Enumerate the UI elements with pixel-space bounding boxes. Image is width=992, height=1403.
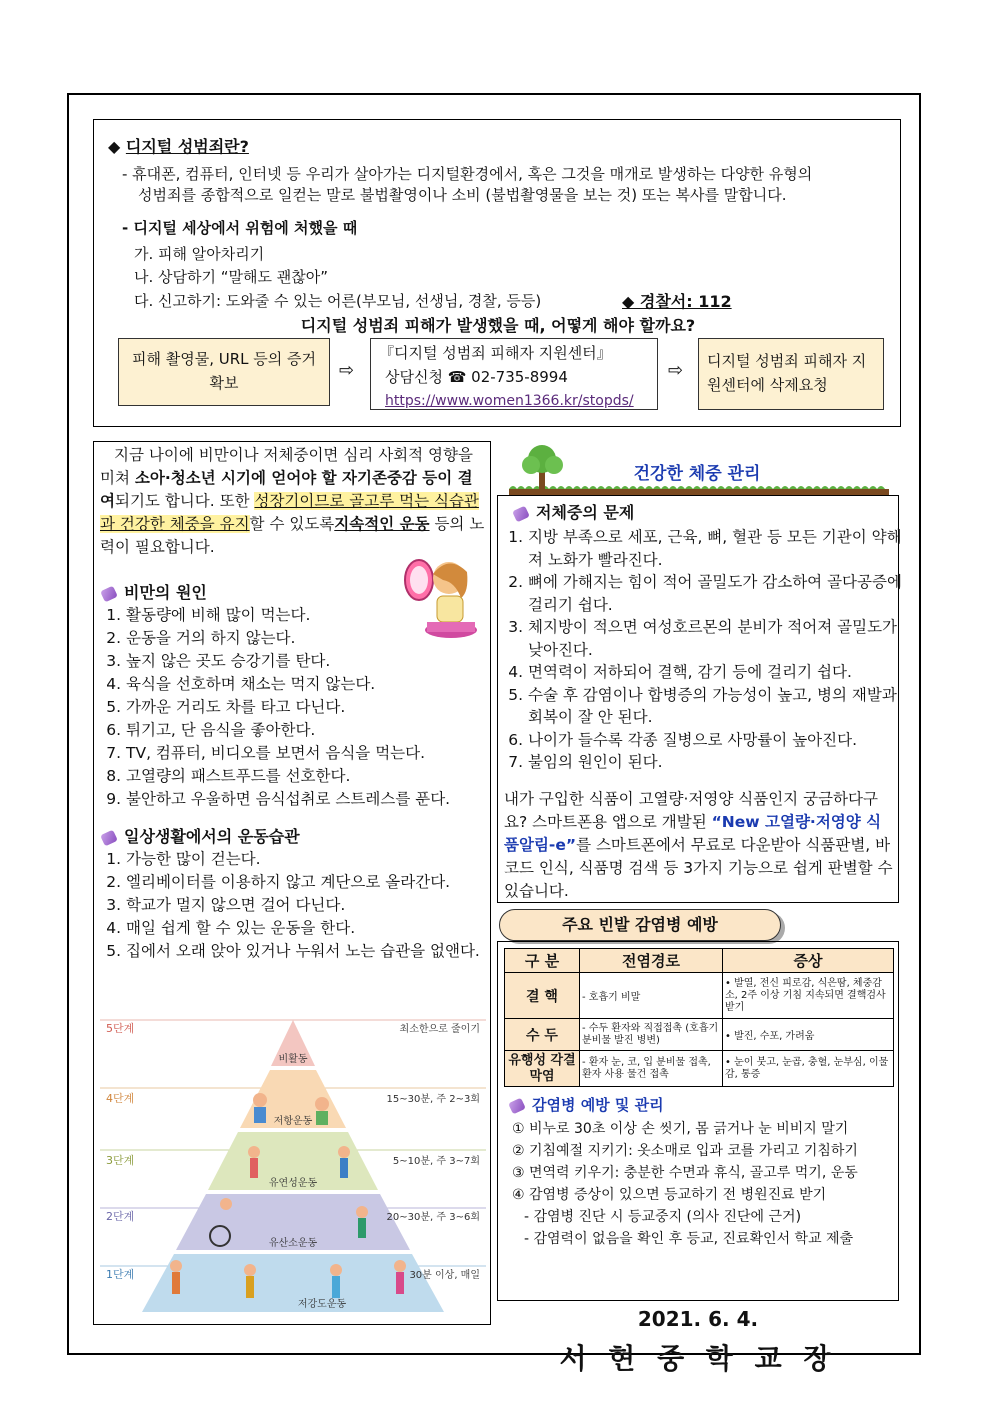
list-item: 1. 지방 부족으로 세포, 근육, 뼈, 혈관 등 모든 기관이 약해져 노화가 빨라진다. [528, 526, 914, 571]
svg-text:2단계 [106, 1209, 134, 1223]
prevention-list [512, 1118, 896, 1250]
police-number: ◆ 경찰서: 112 [622, 292, 732, 311]
disease-title-banner: 주요 빈발 감염병 예방 [499, 909, 781, 941]
list-item: 2. 운동을 거의 하지 않는다. [126, 627, 506, 650]
exercise-habit-heading: 일상생활에서의 운동습관 [102, 824, 300, 847]
bullet-icon [100, 829, 118, 846]
pyramid-level-label: 2단계 [106, 1210, 135, 1223]
support-center-phone: 상담신청 ☎ 02-735-8994 [385, 368, 568, 386]
step-1: 가. 피해 알아차리기 [134, 245, 265, 263]
step-3: 다. 신고하기: 도와줄 수 있는 어른(부모님, 선생님, 경찰, 등등) [134, 292, 542, 310]
pyramid-name: 유산소운동 [268, 1238, 318, 1249]
newsletter-page [67, 93, 921, 1375]
pyramid-level-label: 5단계 [106, 1022, 135, 1035]
definition-line-2: 성범죄를 종합적으로 일컫는 말로 불법촬영이나 소비 (불법촬영물을 보는 것) 또는 복사를 말합니다. [138, 186, 787, 204]
list-item: 6. 나이가 들수록 각종 질병으로 사망률이 높아진다. [528, 729, 914, 752]
underweight-heading: 저체중의 문제 [514, 500, 634, 523]
svg-text:5단계 [106, 1021, 134, 1035]
list-item: 6. 튀기고, 단 음식을 좋아한다. [126, 719, 506, 742]
bullet-icon [100, 585, 118, 602]
flow-step-support-center [370, 338, 658, 410]
svg-text:유산소운동 [269, 1236, 318, 1249]
table-row: 수 두 - 수두 환자와 직접접촉 (호흡기 분비물 발진 병변) • 발진, 수포, 가려움 [505, 1019, 894, 1051]
svg-text:15~30분, 주 2~3회 [387, 1092, 480, 1105]
digital-crime-heading: ◆ 디지털 성범죄란? [108, 137, 249, 156]
svg-text:비활동 [279, 1052, 308, 1065]
list-item: 4. 면역력이 저하되어 결핵, 감기 등에 걸리기 쉽다. [528, 661, 914, 684]
step-2: 나. 상담하기 “말해도 괜찮아” [134, 268, 329, 286]
pyramid-name: 비활동 [278, 1054, 308, 1065]
list-item: - 감염력이 없음을 확인 후 등교, 진료확인서 학교 제출 [524, 1231, 854, 1247]
svg-text:유연성운동 [269, 1176, 318, 1189]
list-item: 1. 활동량에 비해 많이 먹는다. [126, 604, 506, 627]
list-item: ③ 면역력 키우기: 충분한 수면과 휴식, 골고루 먹기, 운동 [512, 1165, 858, 1181]
pyramid-name: 유연성운동 [268, 1178, 318, 1189]
svg-text:5~10분, 주 3~7회 [393, 1154, 480, 1167]
pyramid-level-label: 3단계 [106, 1154, 135, 1167]
definition-line-1: - 휴대폰, 컴퓨터, 인터넷 등 우리가 살아가는 디지털환경에서, 혹은 그것을 매개로 발생하는 다양한 유형의 [122, 165, 813, 183]
arrow-icon: ⇨ [339, 360, 355, 381]
bullet-icon [508, 1097, 526, 1114]
list-item: 4. 육식을 선호하며 채소는 먹지 않는다. [126, 673, 506, 696]
prevention-heading: 감염병 예방 및 관리 [510, 1094, 664, 1115]
digital-crime-box [93, 119, 901, 427]
svg-text:저강도운동 [298, 1297, 347, 1310]
underweight-box [497, 495, 902, 903]
list-item: 9. 불안하고 우울하면 음식섭취로 스트레스를 푼다. [126, 788, 506, 811]
list-item: 2. 뼈에 가해지는 힘이 적어 골밀도가 감소하여 골다공증에 걸리기 쉽다. [528, 571, 914, 616]
underweight-problem-list [506, 526, 914, 774]
exercise-pyramid [100, 1004, 486, 1316]
app-name: “New 고열량·저영양 식품알림-e” [504, 813, 882, 854]
list-item: ② 기침예절 지키기: 옷소매로 입과 코를 가리고 기침하기 [512, 1143, 858, 1159]
list-item: ④ 감염병 증상이 있으면 등교하기 전 병원진료 받기 [512, 1187, 827, 1203]
list-item: 1. 가능한 많이 걷는다. [126, 848, 506, 871]
healthy-weight-title: 건강한 체중 관리 [633, 464, 761, 484]
svg-text:1단계 [106, 1267, 134, 1281]
pyramid-freq: 30분 이상, 매일 [409, 1270, 480, 1281]
list-item: ① 비누로 30초 이상 손 씻기, 몸 긁거나 눈 비비지 말기 [512, 1121, 849, 1137]
school-principal: 서 현 중 학 교 장 [559, 1342, 837, 1375]
list-item: 4. 매일 쉽게 할 수 있는 운동을 한다. [126, 917, 506, 940]
intro-paragraph: 지금 나이에 비만이나 저체중이면 심리 사회적 영향을 미쳐 소아·청소년 시기에 얻어야 할 자기존중감 등이 결여되기도 합니다. 또한 성장기이므로 골고루 먹는 식습관과 건강한 체중을 유지할 수 있도록지속적인 운동 등의 노력이 필요합니다. [100, 446, 485, 556]
table-row: 유행성 각결막염 - 환자 눈, 코, 입 분비물 접촉, 환자 사용 물건 접촉 • 눈이 붓고, 눈곱, 충혈, 눈부심, 이물감, 통증 [505, 1051, 894, 1087]
disease-box [497, 941, 899, 1301]
table-header: 전염경로 [580, 949, 723, 973]
svg-text:저항운동 [274, 1114, 313, 1127]
table-row: 결 핵 - 호흡기 비말 • 발열, 전신 피로감, 식은땀, 체중감소, 2주 이상 기침 지속되면 결핵검사 받기 [505, 973, 894, 1019]
pyramid-freq: 5~10분, 주 3~7회 [392, 1156, 480, 1167]
list-item: 7. TV, 컴퓨터, 비디오를 보면서 음식을 먹는다. [126, 742, 506, 765]
obesity-cause-list [104, 604, 506, 811]
list-item: 5. 가까운 거리도 차를 타고 다닌다. [126, 696, 506, 719]
issue-date: 2021. 6. 4. [637, 1307, 759, 1331]
bullet-icon [512, 505, 530, 522]
flow-step-evidence: 피해 촬영물, URL 등의 증거 확보 [118, 338, 330, 406]
pyramid-level-label: 1단계 [106, 1268, 135, 1281]
danger-title: - 디지털 세상에서 위험에 처했을 때 [122, 219, 358, 237]
pyramid-freq: 15~30분, 주 2~3회 [386, 1094, 480, 1105]
svg-text:4단계 [106, 1091, 134, 1105]
flow-step-deletion: 디지털 성범죄 피해자 지원센터에 삭제요청 [698, 338, 884, 410]
arrow-icon: ⇨ [668, 360, 684, 381]
pyramid-freq: 20~30분, 주 3~6회 [386, 1212, 480, 1223]
list-item: 7. 불임의 원인이 된다. [528, 751, 914, 774]
disease-table [504, 948, 894, 1087]
left-column [93, 441, 491, 1325]
list-item: 5. 수술 후 감염이나 합병증의 가능성이 높고, 병의 재발과 회복이 잘 안 된다. [528, 684, 914, 729]
question-line: 디지털 성범죄 피해가 발생했을 때, 어떻게 해야 할까요? [300, 316, 696, 335]
support-center-link[interactable]: https://www.women1366.kr/stopds/ [385, 393, 634, 409]
table-header: 증상 [723, 949, 894, 973]
list-item: 3. 높지 않은 곳도 승강기를 탄다. [126, 650, 506, 673]
list-item: 2. 엘리베이터를 이용하지 않고 계단으로 올라간다. [126, 871, 506, 894]
pyramid-freq: 최소한으로 줄이기 [399, 1024, 480, 1035]
svg-text:최소한으로 줄이기 [400, 1022, 480, 1035]
list-item: 3. 체지방이 적으면 여성호르몬의 분비가 적어져 골밀도가 낮아진다. [528, 616, 914, 661]
support-center-name: 『디지털 성범죄 피해자 지원센터』 [379, 344, 612, 362]
list-item: 5. 집에서 오래 앉아 있거나 누워서 노는 습관을 없앤다. [126, 940, 506, 963]
svg-text:20~30분, 주 3~6회 [387, 1210, 480, 1223]
list-item: - 감염병 진단 시 등교중지 (의사 진단에 근거) [524, 1209, 802, 1225]
svg-text:30분 이상, 매일 [409, 1268, 480, 1281]
exercise-habit-list [104, 848, 506, 963]
pyramid-name: 저항운동 [273, 1116, 313, 1127]
list-item: 8. 고열량의 패스트푸드를 선호한다. [126, 765, 506, 788]
obesity-cause-heading: 비만의 원인 [102, 580, 207, 603]
pyramid-level-label: 4단계 [106, 1092, 135, 1105]
app-info-paragraph: 내가 구입한 식품이 고열량·저영양 식품인지 궁금하다구요? 스마트폰용 앱으로 개발된 “New 고열량·저영양 식품알림-e”를 스마트폰에서 무료로 다운받아 식품판별, 바코드 인식, 식품명 검색 등 3가지 기능으로 쉽게 판별할 수 있습니다. [504, 790, 893, 900]
list-item: 3. 학교가 멀지 않으면 걸어 다닌다. [126, 894, 506, 917]
pyramid-name: 저강도운동 [297, 1299, 347, 1310]
table-header: 구 분 [505, 949, 580, 973]
svg-text:3단계 [106, 1153, 134, 1167]
